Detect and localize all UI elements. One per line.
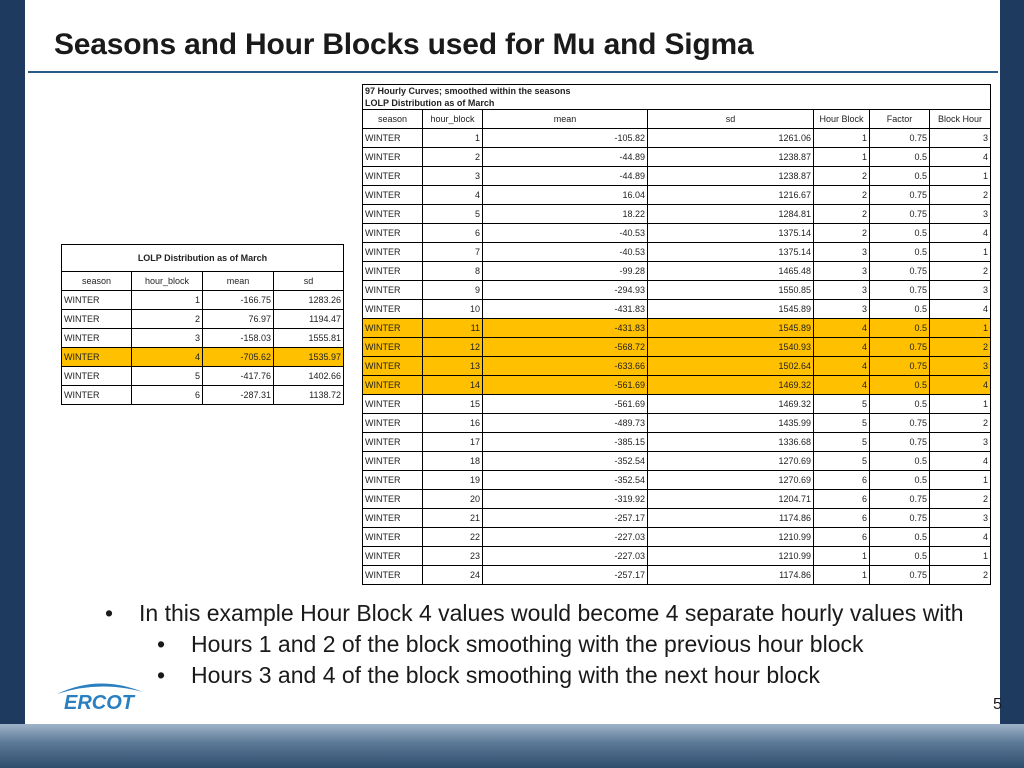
table-cell: 0.5 [870, 319, 930, 338]
table-cell: 7 [423, 243, 483, 262]
table-cell: 1540.93 [648, 338, 814, 357]
table-cell: WINTER [363, 167, 423, 186]
table-cell: 3 [930, 357, 991, 376]
table-cell: 21 [423, 509, 483, 528]
table-cell: WINTER [62, 329, 132, 348]
table-cell: 24 [423, 566, 483, 585]
table-cell: -44.89 [483, 167, 648, 186]
table-cell: 4 [814, 357, 870, 376]
table-row [363, 186, 991, 205]
table-cell: 1469.32 [648, 376, 814, 395]
table-cell: 2 [132, 310, 203, 329]
table-cell: 2 [930, 414, 991, 433]
table-cell: 3 [930, 281, 991, 300]
table-row [363, 490, 991, 509]
small-table-caption: LOLP Distribution as of March [62, 245, 344, 272]
table-cell: 0.5 [870, 224, 930, 243]
big-table-caption-2: LOLP Distribution as of March [363, 97, 991, 110]
table-row [363, 205, 991, 224]
table-cell: 1375.14 [648, 224, 814, 243]
table-row [363, 148, 991, 167]
table-row [363, 338, 991, 357]
table-cell: 0.75 [870, 566, 930, 585]
table-cell: 1 [930, 319, 991, 338]
table-cell: -257.17 [483, 566, 648, 585]
table-row [363, 547, 991, 566]
table-cell: 1 [930, 243, 991, 262]
table-cell: -352.54 [483, 452, 648, 471]
table-cell: 1238.87 [648, 167, 814, 186]
table-cell: 3 [930, 433, 991, 452]
table-cell: -561.69 [483, 376, 648, 395]
table-cell: 1435.99 [648, 414, 814, 433]
table-cell: 4 [132, 348, 203, 367]
table-cell: 1545.89 [648, 300, 814, 319]
table-cell: 6 [814, 509, 870, 528]
table-cell: 0.75 [870, 281, 930, 300]
column-header: sd [648, 110, 814, 129]
table-row [363, 471, 991, 490]
table-cell: WINTER [363, 186, 423, 205]
table-cell: 1261.06 [648, 129, 814, 148]
ercot-logo [53, 676, 145, 716]
table-row [363, 243, 991, 262]
table-cell: 6 [814, 471, 870, 490]
table-cell: -40.53 [483, 224, 648, 243]
table-cell: 1 [930, 471, 991, 490]
table-cell: 14 [423, 376, 483, 395]
table-cell: WINTER [363, 224, 423, 243]
table-row [62, 386, 344, 405]
table-cell: 3 [930, 129, 991, 148]
table-row [363, 300, 991, 319]
table-cell: 1174.86 [648, 509, 814, 528]
table-cell: 4 [930, 452, 991, 471]
table-cell: 4 [423, 186, 483, 205]
table-cell: 1194.47 [274, 310, 344, 329]
table-cell: 19 [423, 471, 483, 490]
table-cell: 17 [423, 433, 483, 452]
table-cell: 3 [814, 300, 870, 319]
table-cell: 4 [930, 528, 991, 547]
table-row [363, 262, 991, 281]
table-cell: 22 [423, 528, 483, 547]
table-cell: 1216.67 [648, 186, 814, 205]
table-cell: 5 [814, 395, 870, 414]
table-cell: -166.75 [203, 291, 274, 310]
table-cell: 1375.14 [648, 243, 814, 262]
table-row [62, 329, 344, 348]
table-cell: 1283.26 [274, 291, 344, 310]
table-cell: -633.66 [483, 357, 648, 376]
bullet-sub-1 [105, 629, 965, 660]
table-cell: 0.5 [870, 547, 930, 566]
table-cell: 1138.72 [274, 386, 344, 405]
small-lolp-table [61, 244, 344, 405]
table-row [62, 310, 344, 329]
table-cell: WINTER [363, 547, 423, 566]
bullet-sub-2-text: Hours 3 and 4 of the block smoothing with the next hour block [191, 662, 821, 688]
table-row [363, 167, 991, 186]
table-row [363, 129, 991, 148]
table-cell: -431.83 [483, 300, 648, 319]
column-header: Hour Block [814, 110, 870, 129]
table-cell: WINTER [363, 395, 423, 414]
table-cell: 1 [930, 395, 991, 414]
table-row [363, 395, 991, 414]
table-cell: 0.5 [870, 148, 930, 167]
table-row [363, 357, 991, 376]
table-row [363, 509, 991, 528]
table-cell: 1210.99 [648, 528, 814, 547]
column-header: Block Hour [930, 110, 991, 129]
table-cell: -294.93 [483, 281, 648, 300]
bullet-dot: • [157, 631, 166, 657]
table-cell: 1 [423, 129, 483, 148]
table-cell: 5 [423, 205, 483, 224]
table-cell: WINTER [363, 528, 423, 547]
column-header: hour_block [423, 110, 483, 129]
table-cell: 2 [930, 186, 991, 205]
table-cell: 1 [814, 547, 870, 566]
table-cell: 18 [423, 452, 483, 471]
column-header: season [62, 272, 132, 291]
table-cell: 0.5 [870, 376, 930, 395]
table-cell: 1502.64 [648, 357, 814, 376]
table-cell: -489.73 [483, 414, 648, 433]
bullet-sub-2 [105, 660, 965, 691]
table-row [363, 319, 991, 338]
table-cell: 11 [423, 319, 483, 338]
column-header: mean [203, 272, 274, 291]
logo-text: ERCOT [64, 692, 134, 714]
table-cell: 3 [930, 509, 991, 528]
table-cell: -44.89 [483, 148, 648, 167]
table-cell: 2 [930, 262, 991, 281]
table-cell: 5 [814, 414, 870, 433]
table-cell: 1 [814, 129, 870, 148]
table-row [62, 348, 344, 367]
column-header: hour_block [132, 272, 203, 291]
table-cell: WINTER [363, 319, 423, 338]
table-cell: 0.5 [870, 300, 930, 319]
table-cell: 3 [814, 243, 870, 262]
table-cell: 13 [423, 357, 483, 376]
table-cell: 10 [423, 300, 483, 319]
table-row [363, 281, 991, 300]
table-cell: 76.97 [203, 310, 274, 329]
table-cell: 1270.69 [648, 452, 814, 471]
title-divider [28, 71, 998, 73]
table-cell: 0.75 [870, 186, 930, 205]
table-row [62, 291, 344, 310]
table-cell: -417.76 [203, 367, 274, 386]
table-cell: 16.04 [483, 186, 648, 205]
table-row [363, 566, 991, 585]
table-cell: 0.5 [870, 167, 930, 186]
table-cell: 0.75 [870, 205, 930, 224]
table-cell: WINTER [363, 148, 423, 167]
table-cell: WINTER [363, 433, 423, 452]
table-cell: 1 [930, 167, 991, 186]
table-cell: 12 [423, 338, 483, 357]
table-cell: 2 [814, 186, 870, 205]
table-cell: 0.5 [870, 528, 930, 547]
table-cell: 4 [930, 148, 991, 167]
table-cell: WINTER [363, 471, 423, 490]
table-cell: 0.75 [870, 129, 930, 148]
table-cell: 16 [423, 414, 483, 433]
table-cell: -561.69 [483, 395, 648, 414]
table-row [363, 452, 991, 471]
table-cell: 0.5 [870, 395, 930, 414]
slide-title: Seasons and Hour Blocks used for Mu and Sigma [54, 28, 754, 61]
table-cell: 0.5 [870, 452, 930, 471]
table-cell: -568.72 [483, 338, 648, 357]
table-cell: 3 [814, 262, 870, 281]
table-cell: 2 [423, 148, 483, 167]
table-cell: WINTER [363, 338, 423, 357]
table-cell: -105.82 [483, 129, 648, 148]
table-cell: 1 [930, 547, 991, 566]
table-cell: 2 [930, 338, 991, 357]
table-cell: 0.5 [870, 243, 930, 262]
table-cell: WINTER [62, 291, 132, 310]
footer-band [0, 724, 1024, 768]
table-cell: 0.75 [870, 262, 930, 281]
table-cell: 0.75 [870, 433, 930, 452]
table-cell: -227.03 [483, 547, 648, 566]
table-cell: WINTER [363, 376, 423, 395]
table-cell: WINTER [62, 310, 132, 329]
table-cell: WINTER [363, 281, 423, 300]
table-cell: 9 [423, 281, 483, 300]
table-cell: 0.5 [870, 471, 930, 490]
table-cell: 1174.86 [648, 566, 814, 585]
table-row [363, 528, 991, 547]
table-cell: 6 [132, 386, 203, 405]
table-cell: 1 [132, 291, 203, 310]
table-cell: 0.75 [870, 509, 930, 528]
table-cell: 3 [814, 281, 870, 300]
table-cell: WINTER [62, 348, 132, 367]
table-cell: 1210.99 [648, 547, 814, 566]
table-cell: 4 [814, 338, 870, 357]
bullet-main [105, 598, 965, 629]
table-cell: 2 [814, 224, 870, 243]
table-cell: 20 [423, 490, 483, 509]
table-cell: -99.28 [483, 262, 648, 281]
table-cell: -319.92 [483, 490, 648, 509]
table-cell: 1336.68 [648, 433, 814, 452]
column-header: mean [483, 110, 648, 129]
table-cell: 23 [423, 547, 483, 566]
table-cell: 6 [814, 528, 870, 547]
table-cell: WINTER [363, 509, 423, 528]
table-cell: 1545.89 [648, 319, 814, 338]
bullet-sub-1-text: Hours 1 and 2 of the block smoothing with the previous hour block [191, 631, 864, 657]
table-cell: 2 [814, 205, 870, 224]
table-cell: 2 [930, 490, 991, 509]
column-header: season [363, 110, 423, 129]
table-cell: 1550.85 [648, 281, 814, 300]
table-cell: 2 [930, 566, 991, 585]
table-cell: 1204.71 [648, 490, 814, 509]
table-cell: 4 [930, 224, 991, 243]
table-cell: WINTER [62, 386, 132, 405]
table-cell: 0.75 [870, 414, 930, 433]
column-header: sd [274, 272, 344, 291]
table-cell: -227.03 [483, 528, 648, 547]
table-row [363, 433, 991, 452]
table-cell: -287.31 [203, 386, 274, 405]
table-cell: WINTER [363, 414, 423, 433]
table-cell: -385.15 [483, 433, 648, 452]
table-row [62, 367, 344, 386]
table-cell: WINTER [363, 262, 423, 281]
bullet-list [105, 598, 965, 691]
table-cell: -431.83 [483, 319, 648, 338]
table-cell: 3 [132, 329, 203, 348]
table-cell: 1 [814, 566, 870, 585]
bullet-main-text: In this example Hour Block 4 values would become 4 separate hourly values with [139, 600, 964, 626]
table-cell: 6 [814, 490, 870, 509]
table-cell: 0.75 [870, 357, 930, 376]
big-table-caption-1: 97 Hourly Curves; smoothed within the seasons [363, 85, 991, 98]
table-cell: 5 [814, 433, 870, 452]
table-cell: WINTER [363, 243, 423, 262]
table-cell: 5 [814, 452, 870, 471]
table-row [363, 414, 991, 433]
table-cell: WINTER [363, 490, 423, 509]
table-cell: WINTER [363, 566, 423, 585]
table-cell: 4 [930, 376, 991, 395]
table-cell: 1535.97 [274, 348, 344, 367]
table-cell: 1284.81 [648, 205, 814, 224]
table-cell: 5 [132, 367, 203, 386]
table-cell: 15 [423, 395, 483, 414]
table-cell: 1402.66 [274, 367, 344, 386]
table-cell: 6 [423, 224, 483, 243]
table-cell: 8 [423, 262, 483, 281]
table-cell: WINTER [363, 357, 423, 376]
table-cell: 4 [814, 319, 870, 338]
table-cell: 1 [814, 148, 870, 167]
table-cell: -352.54 [483, 471, 648, 490]
table-cell: -705.62 [203, 348, 274, 367]
table-cell: -257.17 [483, 509, 648, 528]
bullet-dot: • [157, 662, 166, 688]
hourly-curves-table [362, 84, 991, 585]
table-cell: 1238.87 [648, 148, 814, 167]
bullet-dot: • [105, 600, 114, 626]
table-cell: WINTER [363, 205, 423, 224]
table-cell: 2 [814, 167, 870, 186]
table-row [363, 224, 991, 243]
table-cell: 1465.48 [648, 262, 814, 281]
table-cell: WINTER [363, 452, 423, 471]
table-cell: 18.22 [483, 205, 648, 224]
column-header: Factor [870, 110, 930, 129]
table-cell: 1555.81 [274, 329, 344, 348]
table-cell: 4 [930, 300, 991, 319]
page-number: 5 [993, 696, 1002, 713]
table-cell: 0.75 [870, 490, 930, 509]
table-cell: 0.75 [870, 338, 930, 357]
table-cell: WINTER [363, 300, 423, 319]
table-cell: 3 [930, 205, 991, 224]
table-cell: WINTER [62, 367, 132, 386]
slide-canvas [25, 0, 1000, 724]
table-cell: 1469.32 [648, 395, 814, 414]
table-cell: -158.03 [203, 329, 274, 348]
table-cell: -40.53 [483, 243, 648, 262]
table-cell: 4 [814, 376, 870, 395]
table-cell: WINTER [363, 129, 423, 148]
table-row [363, 376, 991, 395]
table-cell: 1270.69 [648, 471, 814, 490]
table-cell: 3 [423, 167, 483, 186]
